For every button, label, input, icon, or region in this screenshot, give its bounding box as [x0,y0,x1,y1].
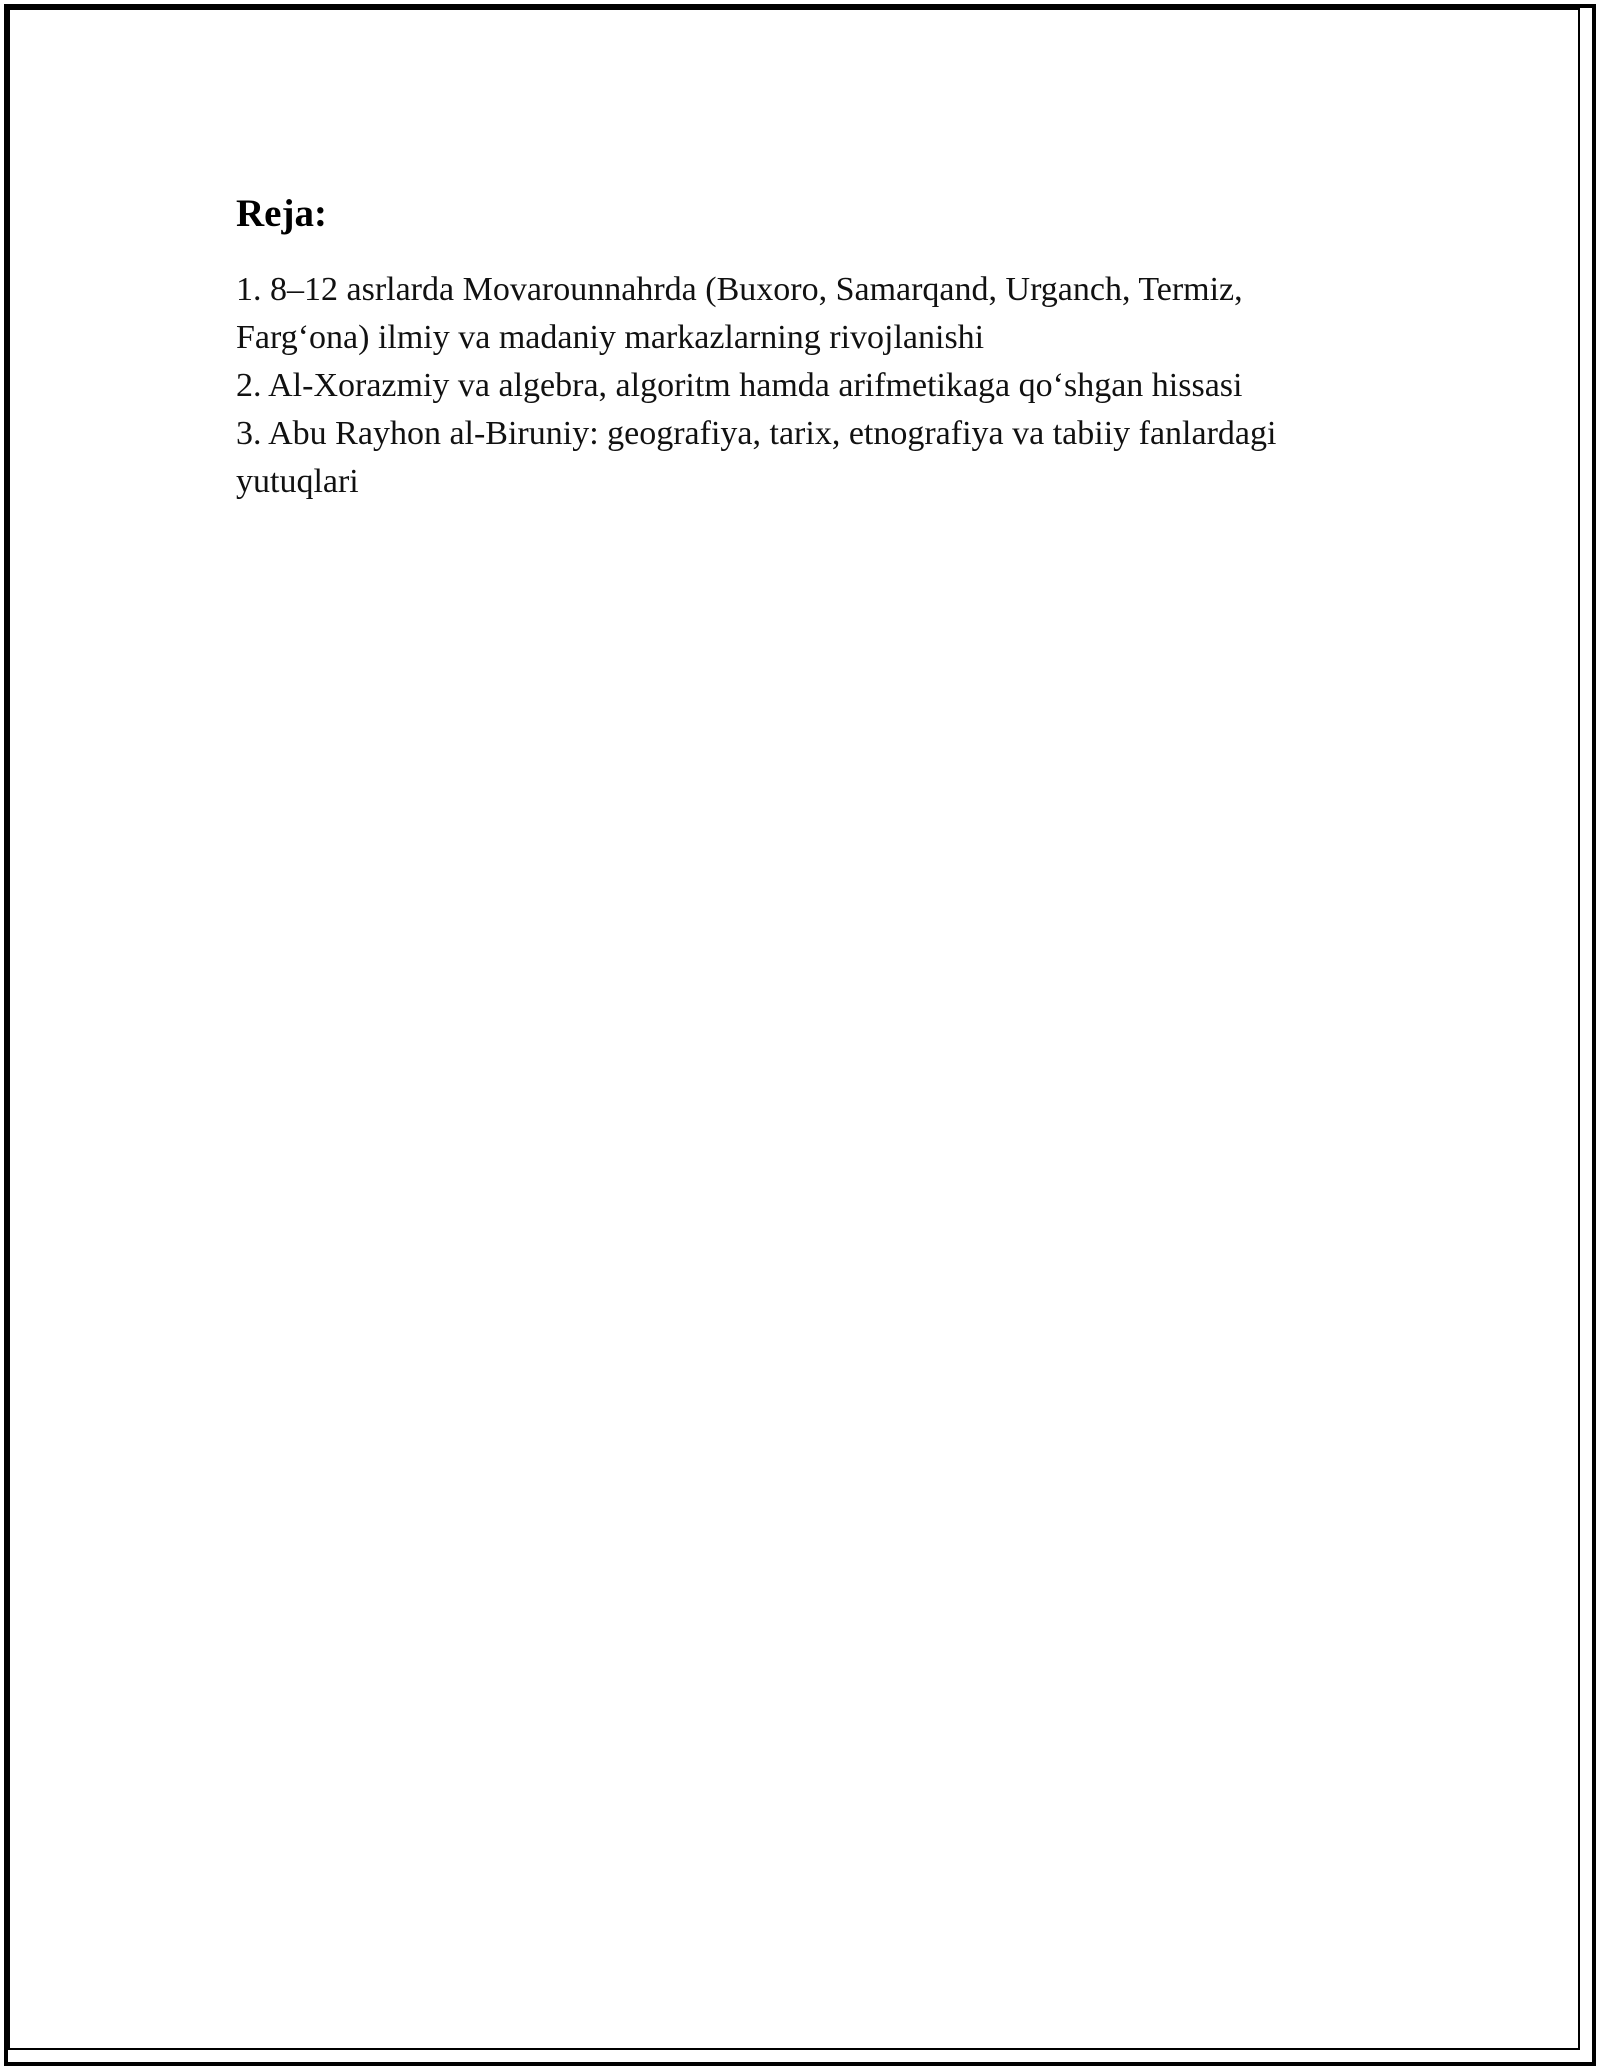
plan-item-3: 3. Abu Rayhon al-Biruniy: geografiya, tarix, etnografiya va tabiiy fanlardagi yutuqlari [236,415,1277,500]
plan-heading: Reja: [236,192,327,235]
plan-item-2: 2. Al-Xorazmiy va algebra, algoritm hamda arifmetikaga qo‘shgan hissasi [236,367,1243,404]
document-body [236,190,1376,506]
plan-list [236,266,1376,506]
plan-item-1: 1. 8–12 asrlarda Movarounnahrda (Buxoro, Samarqand, Urganch, Termiz, Farg‘ona) ilmiy va madaniy markazlarning rivojlanishi [236,271,1243,356]
